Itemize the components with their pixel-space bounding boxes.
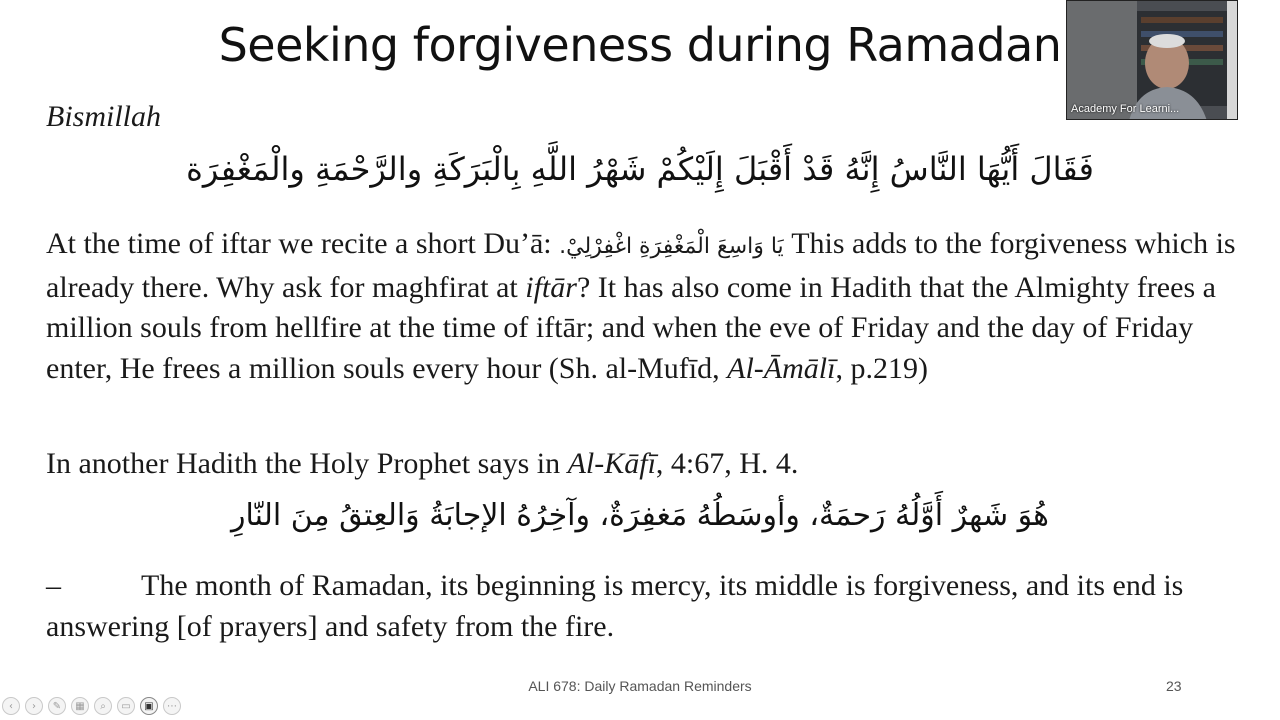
source-italic-amali: Al-Āmālī <box>727 351 836 385</box>
bismillah-text: Bismillah <box>46 100 162 133</box>
participant-name: Academy For Learni... <box>1071 103 1180 115</box>
camera-icon[interactable]: ▣ <box>140 697 158 715</box>
subtitles-icon[interactable]: ▭ <box>117 697 135 715</box>
slide-title: Seeking forgiveness during Ramadan <box>218 18 1062 72</box>
footer-course: ALI 678: Daily Ramadan Reminders <box>528 678 752 694</box>
zoom-icon[interactable]: ⌕ <box>94 697 112 715</box>
dua-arabic: يَا وَاسِعَ الْمَغْفِرَةِ اغْفِرْلِيْ. <box>559 234 784 259</box>
para1-text-3: ? It has also come in Hadith that the Almighty frees a million souls from hellfire at the time of iftār; and when the eve of Friday and the day of Friday enter, He frees a million souls every hour (Sh. al-Mufīd, <box>46 270 1216 385</box>
para1-text-start: At the time of iftar we recite a short Du’ā: <box>46 227 560 260</box>
next-slide-icon[interactable]: › <box>25 697 43 715</box>
para2-text-end: , 4:67, H. 4. <box>655 447 799 480</box>
more-options-icon[interactable]: ⋯ <box>163 697 181 715</box>
pen-icon[interactable]: ✎ <box>48 697 66 715</box>
para1-text-end: , p.219) <box>835 351 928 385</box>
para1-text-2: This adds to the forgiveness which is already there. Why ask for maghfirat at <box>46 227 1236 304</box>
iftar-italic: iftār <box>525 270 577 304</box>
translation-text: The month of Ramadan, its beginning is mercy, its middle is forgiveness, and its end is answering [of prayers] and safety from the fire. <box>46 569 1184 643</box>
presentation-toolbar <box>2 697 181 715</box>
paragraph-iftar <box>46 224 1236 389</box>
participant-video[interactable] <box>1066 0 1238 120</box>
page-number: 23 <box>1166 678 1182 694</box>
paragraph-hadith-intro <box>46 444 1236 485</box>
slides-grid-icon[interactable]: ▦ <box>71 697 89 715</box>
paragraph-translation <box>46 566 1236 647</box>
dash-bullet: – <box>46 569 61 602</box>
para2-text-start: In another Hadith the Holy Prophet says in <box>46 447 568 480</box>
prev-slide-icon[interactable]: ‹ <box>2 697 20 715</box>
arabic-verse-2: هُوَ شَهرٌ أَوَّلُهُ رَحمَةٌ، وأوسَطُهُ مَغفِرَةٌ، وآخِرُهُ الإجابَةُ وَالعِتقُ مِنَ النّارِ <box>231 498 1049 533</box>
source-italic-kafi: Al-Kāfī <box>567 447 656 480</box>
arabic-verse-1: فَقَالَ أَيُّهَا النَّاسُ إِنَّهُ قَدْ أَقْبَلَ إِلَيْكُمْ شَهْرُ اللَّهِ بِالْبَرَكَةِ والرَّحْمَةِ والْمَغْفِرَة <box>186 150 1094 188</box>
